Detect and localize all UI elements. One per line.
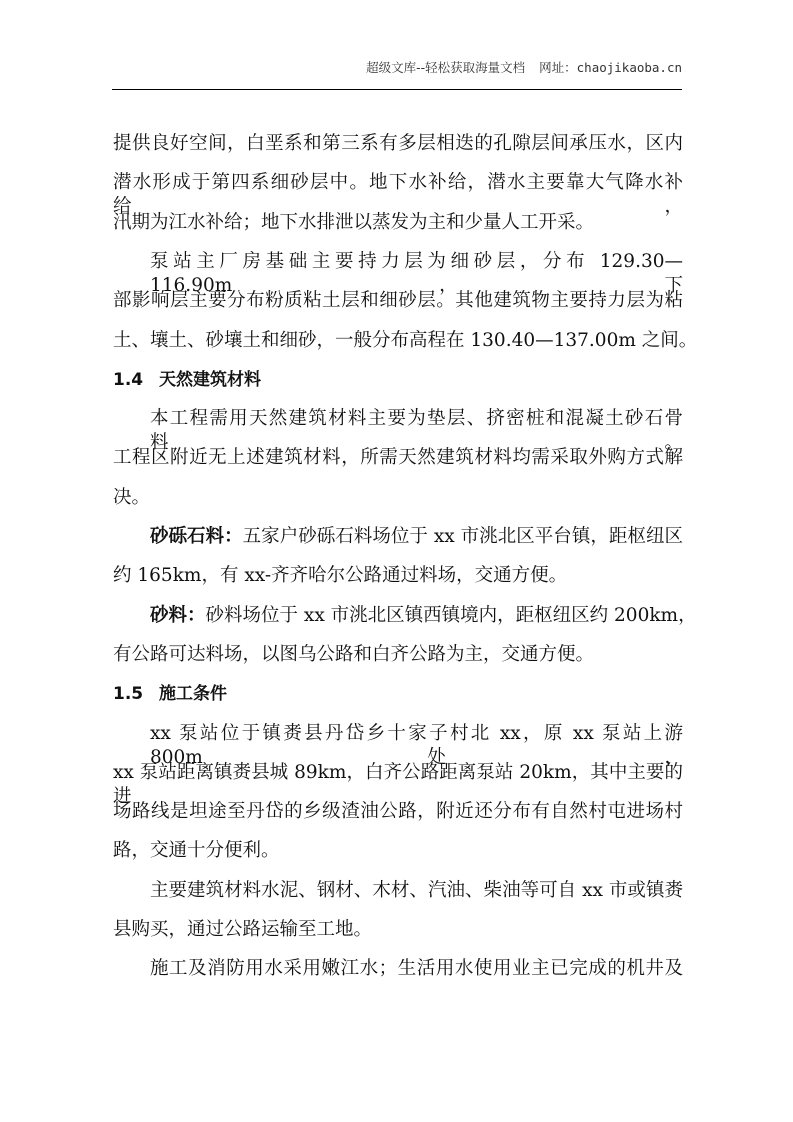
text-line	[113, 132, 683, 156]
line-text: 部影响层主要分布粉质粘土层和细砂层。其他建筑物主要持力层为粘	[113, 290, 683, 312]
line-text: 砂料场位于 xx 市洮北区镇西镇境内，距枢纽区约 200km，	[205, 604, 697, 626]
header-url: 网址：chaojikaoba.cn	[539, 60, 682, 75]
text-line	[113, 211, 683, 235]
bold-lead: 砂料：	[150, 604, 206, 626]
line-text: 提供良好空间，白垩系和第三系有多层相迭的孔隙层间承压水，区内	[113, 133, 683, 154]
line-text: 有公路可达料场，以图乌公路和白齐公路为主，交通方便。	[113, 643, 595, 665]
line-text: 路，交通十分便利。	[113, 840, 280, 862]
text-line	[150, 879, 683, 903]
line-text: 本工程需用天然建筑材料主要为垫层、挤密桩和混凝土砂石骨料。	[150, 408, 683, 454]
line-text: 泵站主厂房基础主要持力层为细砂层，分布 129.30—116.90m，下	[150, 250, 683, 296]
section-heading	[113, 368, 683, 392]
text-line	[150, 722, 683, 768]
line-text: 施工及消防用水采用嫩江水；生活用水使用业主已完成的机井及	[150, 958, 683, 980]
text-line	[113, 839, 683, 863]
line-text: 汛期为江水补给；地下水排泄以蒸发为主和少量人工开采。	[113, 211, 595, 233]
section-heading	[113, 682, 683, 706]
text-line	[113, 918, 683, 942]
line-text: xx 泵站位于镇赉县丹岱乡十家子村北 xx，原 xx 泵站上游 800m 处，	[150, 722, 683, 768]
text-line	[113, 171, 683, 218]
text-line	[113, 761, 683, 807]
text-line	[113, 800, 683, 824]
section-number: 1.4	[113, 369, 144, 390]
text-line	[113, 329, 698, 353]
line-text: 五家户砂砾石料场位于 xx 市洮北区平台镇，距枢纽区	[242, 526, 683, 547]
header-site-title: 超级文库--轻松获取海量文档	[366, 60, 526, 75]
line-text: 主要建筑材料水泥、钢材、木材、汽油、柴油等可自 xx 市或镇赉	[150, 879, 683, 901]
header-rule	[112, 89, 682, 90]
section-number: 1.5	[113, 684, 144, 705]
text-line	[150, 250, 683, 296]
text-line	[113, 643, 683, 667]
line-text: 县购买，通过公路运输至工地。	[113, 919, 373, 940]
line-text: 工程区附近无上述建筑材料，所需天然建筑材料均需采取外购方式解	[113, 447, 683, 469]
text-line	[113, 564, 683, 588]
bold-lead: 砂砾石料：	[150, 526, 243, 547]
line-text: 决。	[113, 486, 151, 508]
section-title: 施工条件	[159, 684, 227, 705]
text-line	[113, 486, 683, 510]
text-line	[150, 957, 683, 981]
page-header	[366, 58, 682, 76]
line-text: 土、壤土、砂壤土和细砂，一般分布高程在 130.40—137.00m 之间。	[113, 329, 698, 351]
line-text: 约 165km，有 xx-齐齐哈尔公路通过料场，交通方便。	[113, 565, 568, 587]
section-title: 天然建筑材料	[159, 369, 261, 390]
text-line	[150, 407, 683, 454]
text-line	[113, 446, 683, 470]
line-text: 潜水形成于第四系细砂层中。地下水补给，潜水主要靠大气降水补给，	[113, 172, 683, 218]
text-line	[150, 604, 697, 628]
line-text: xx 泵站距离镇赉县城 89km，白齐公路距离泵站 20km，其中主要的进	[113, 761, 683, 807]
line-text: 场路线是坦途至丹岱的乡级渣油公路，附近还分布有自然村屯进场村	[113, 801, 683, 823]
text-line	[150, 525, 683, 549]
text-line	[113, 289, 683, 313]
